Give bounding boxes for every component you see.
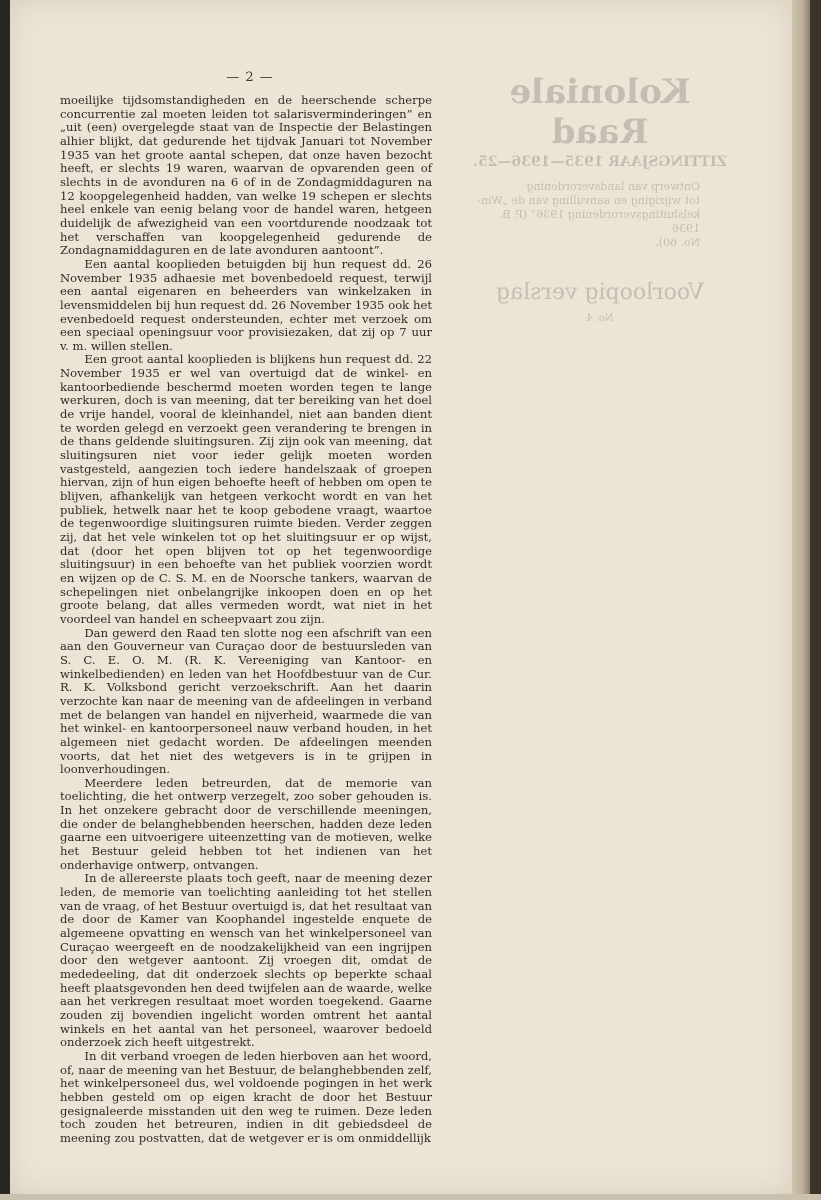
bleed-through-number: No. 4	[586, 313, 614, 324]
bleed-through-line: Ontwerp van landsverordening	[526, 180, 700, 193]
bleed-through-report: Voorloopig verslag	[495, 280, 705, 305]
paragraph: Meerdere leden betreurden, dat de memorie van toelichting, die het ontwerp verzegelt, zoo sober gehouden is. In het onzekere gebracht door de verschillende meeningen, die onder de belanghebbenden heerschen, hadden deze leden gaarne een uitvoerigere uiteenzetting van de motieven, welke het Bestuur geleid hebben tot het indienen van het onderhavige ontwerp, ontvangen.	[60, 775, 432, 872]
bleed-through-line: kelsluitingsverordening 1936” (P. B. 1936	[499, 208, 700, 235]
page-number: — 2 —	[226, 70, 274, 85]
bleed-through-subtitle: ZITTINGSJAAR 1935—1936—25.	[473, 154, 727, 170]
paragraph: Een aantal kooplieden betuigden bij hun request dd. 26 November 1935 adhaesie met bovenbedoeld request, terwijl een aantal eigenaren en beheerders van winkelzaken in levensmiddelen bij hun request dd. 26 November 1935 ook het evenbedoeld request ondersteunden, echter met verzoek om een speciaal openingsuur voor provisiezaken, dat zij op 7 uur v. m. willen stellen.	[60, 256, 432, 353]
bleed-through-title: Koloniale Raad	[509, 72, 691, 152]
paragraph: moeilijke tijdsomstandigheden en de heerschende scherpe concurrentie zal moeten leiden tot salarisverminderingen” en „uit (een) overgelegde staat van de Inspectie der Belastingen alhier blijkt, dat gedurende het tijdvak Januari tot November 1935 van het groote aantal schepen, dat onze haven bezocht heeft, er slechts 19 waren, waarvan de opvarenden geen of slechts in de avonduren na 6 of in de Zondagmiddaguren na 12 koopgelegenheid hadden, van welke 19 schepen er slechts heel enkele van eenig belang voor de handel waren, hetgeen duidelijk de afwezigheid van een voortdurende noodzaak tot het verschaffen van koopgelegenheid gedurende de Zondagnamiddaguren en de late avonduren aantoont”.	[60, 93, 432, 258]
page-binding-shadow	[810, 0, 821, 1200]
page-edge	[792, 0, 810, 1194]
bleed-through-line: No. 60).	[655, 236, 700, 249]
bleed-through-line: tot wijziging en aanvulling van de „Win-	[477, 194, 700, 207]
paragraph: In dit verband vroegen de leden hierboven aan het woord, of, naar de meening van het Bestuur, de belanghebbenden zelf, het winkelpersoneel dus, wel voldoende pogingen in het werk hebben gesteld om op eigen kracht de door het Bestuur gesignaleerde misstanden uit den weg te ruimen. Deze leden toch zouden het betreuren, indien in dit gebiedsdeel de meening zou postvatten, dat de wetgever er is om onmiddellijk	[60, 1048, 432, 1145]
paragraph: Dan gewerd den Raad ten slotte nog een afschrift van een aan den Gouverneur van Curaçao door de bestuursleden van S. C. E. O. M. (R. K. Vereeniging van Kantoor- en winkelbedienden) en leden van het Hoofdbestuur van de Cur. R. K. Volksbond gericht verzoekschrift. Aan het daarin verzochte kan naar de meening van de afdeelingen in verband met de belangen van handel en nijverheid, waarmede die van het winkel- en kantoorpersoneel nauw verband houden, in het algemeen niet gedacht worden. De afdeelingen meenden voorts, dat het niet des wetgevers is in te grijpen in loonverhoudingen.	[60, 625, 432, 777]
paragraph: In de allereerste plaats toch geeft, naar de meening dezer leden, de memorie van toelichting aanleiding tot het stellen van de vraag, of het Bestuur overtuigd is, dat het resultaat van de door de Kamer van Koophandel ingestelde enquete de algemeene opvatting en wensch van het winkelpersoneel van Curaçao weergeeft en de noodzakelijkheid van een ingrijpen door den wetgever aantoont. Zij vroegen dit, omdat de mededeeling, dat dit onderzoek slechts op beperkte schaal heeft plaatsgevonden hen deed twijfelen aan de waarde, welke aan het verkregen resultaat moet worden toegekend. Gaarne zouden zij bovendien ingelicht worden omtrent het aantal winkels en het aantal van het personeel, waarover bedoeld onderzoek zich heeft uitgestrekt.	[60, 871, 432, 1050]
bleed-through-lines	[470, 180, 730, 250]
paragraph: Een groot aantal kooplieden is blijkens hun request dd. 22 November 1935 er wel van overtuigd dat de winkel- en kantoorbediende beschermd moeten worden tegen te lange werkuren, doch is van meening, dat ter bereiking van het doel de vrije handel, vooral de kleinhandel, niet aan banden dient te worden gelegd en verzoekt geen verandering te brengen in de thans geldende sluitingsuren. Zij zijn ook van meening, dat sluitingsuren niet voor ieder gelijk moeten worden vastgesteld, aangezien toch iedere handelszaak of groepen hiervan, zijn of hun eigen behoefte heeft of hebben om open te blijven, afhankelijk van hetgeen verkocht wordt en van het publiek, hetwelk naar het te koop gebodene vraagt, waartoe de tegenwoordige sluitingsuren ruimte bieden. Verder zeggen zij, dat het vele winkelen tot op het sluitingsuur er op wijst, dat (door het open blijven tot op het tegenwoordige sluitingsuur) in een behoefte van het publiek voorzien wordt en wijzen op de C. S. M. en de Noorsche tankers, waarvan de schepelingen niet onbelangrijke inkoopen doen en op het groote belang, dat alles vermeden wordt, wat niet in het voordeel van handel en scheepvaart zou zijn.	[60, 352, 432, 626]
page-bottom-edge	[0, 1194, 821, 1200]
body-text	[60, 94, 432, 1146]
bleed-through-text	[470, 72, 730, 324]
